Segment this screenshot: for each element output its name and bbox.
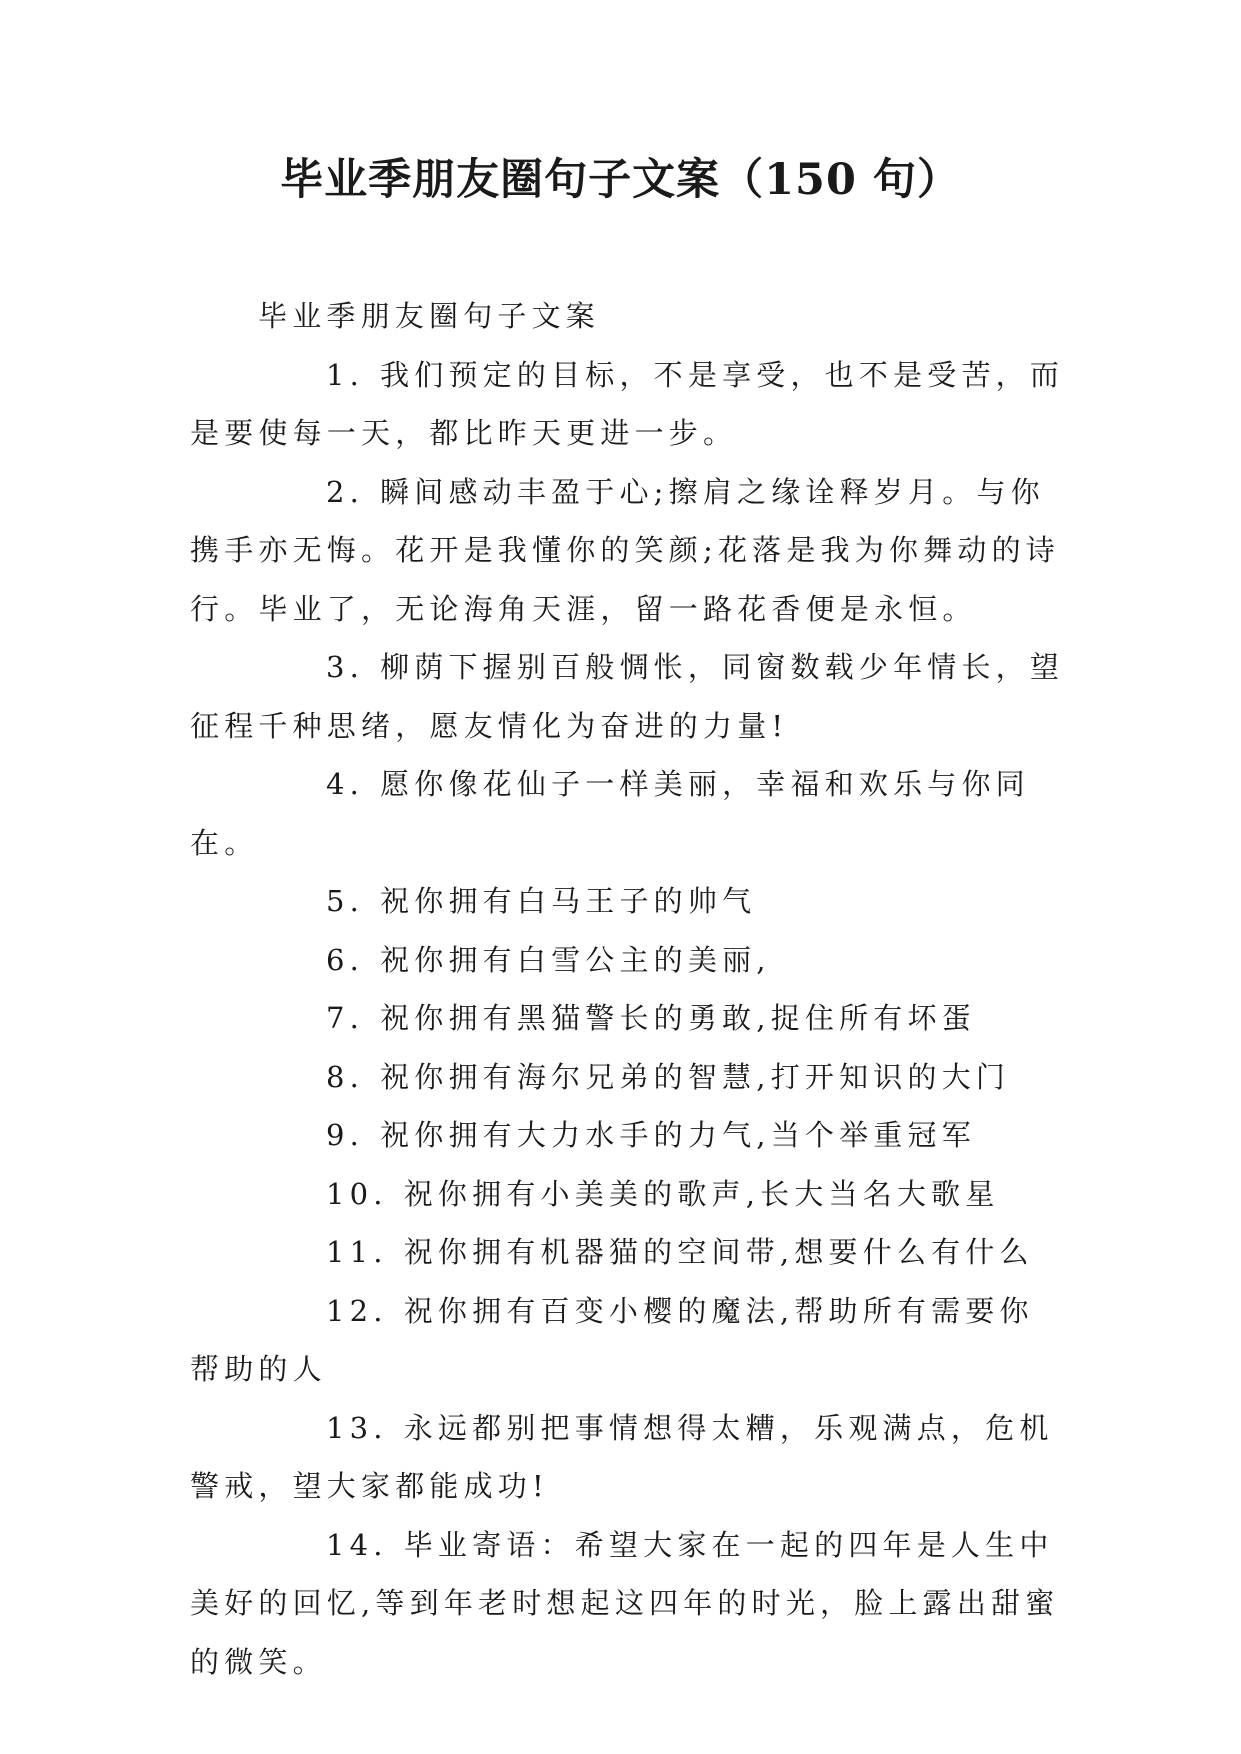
item-number: 3. (326, 650, 365, 684)
list-item (190, 755, 1065, 872)
item-number: 12. (326, 1293, 388, 1328)
item-number: 6. (326, 942, 365, 977)
item-text: 祝你拥有白马王子的帅气 (380, 884, 757, 918)
item-text: 瞬间感动丰盈于心;擦肩之缘诠释岁月。与你携手亦无悔。花开是我懂你的笑颜;花落是我为你舞动的诗行。毕业了，无论海角天涯，留一路花香便是永恒。 (190, 474, 1060, 626)
item-text: 愿你像花仙子一样美丽，幸福和欢乐与你同在。 (190, 767, 1030, 860)
item-text: 祝你拥有白雪公主的美丽, (380, 942, 771, 977)
item-text: 祝你拥有黑猫警长的勇敢,捉住所有坏蛋 (380, 1001, 976, 1035)
list-item (190, 1048, 1065, 1107)
document-title: 毕业季朋友圈句子文案（150 句） (280, 155, 961, 205)
item-number: 10. (326, 1176, 388, 1211)
list-item (190, 1282, 1065, 1399)
list-item (190, 638, 1065, 755)
list-item (190, 1106, 1065, 1165)
list-item (190, 463, 1065, 639)
item-number: 5. (326, 884, 365, 918)
list-item (190, 872, 1065, 931)
item-text: 永远都别把事情想得太糟，乐观满点，危机警戒，望大家都能成功! (190, 1410, 1054, 1503)
item-number: 11. (326, 1235, 388, 1269)
item-number: 13. (326, 1410, 388, 1445)
list-item (190, 989, 1065, 1048)
item-text: 我们预定的目标，不是享受，也不是受苦，而是要使每一天，都比昨天更进一步。 (190, 357, 1065, 450)
item-text: 祝你拥有大力水手的力气,当个举重冠军 (380, 1118, 976, 1152)
item-text: 祝你拥有机器猫的空间带,想要什么有什么 (403, 1235, 1034, 1269)
list-item (190, 1399, 1065, 1516)
item-number: 8. (326, 1059, 365, 1094)
list-item (190, 1223, 1065, 1282)
item-text: 柳荫下握别百般惆怅，同窗数载少年情长，望征程千种思绪，愿友情化为奋进的力量! (190, 650, 1065, 743)
list-item (190, 346, 1065, 463)
section-heading: 毕业季朋友圈句子文案 (258, 299, 601, 333)
item-text: 毕业寄语：希望大家在一起的四年是人生中美好的回忆,等到年老时想起这四年的时光，脸上露出甜蜜的微笑。 (190, 1527, 1060, 1679)
list-item (190, 1165, 1065, 1224)
document-body (190, 287, 1065, 1691)
item-number: 7. (326, 1001, 365, 1035)
list-item (190, 931, 1065, 990)
item-text: 祝你拥有百变小樱的魔法,帮助所有需要你帮助的人 (190, 1293, 1034, 1386)
item-number: 2. (326, 474, 365, 509)
item-text: 祝你拥有小美美的歌声,长大当名大歌星 (403, 1176, 1000, 1211)
item-text: 祝你拥有海尔兄弟的智慧,打开知识的大门 (380, 1059, 1011, 1094)
item-number: 14. (326, 1527, 388, 1562)
item-number: 9. (326, 1118, 365, 1152)
item-number: 1. (326, 357, 365, 392)
item-number: 4. (326, 767, 365, 801)
list-item (190, 1516, 1065, 1692)
